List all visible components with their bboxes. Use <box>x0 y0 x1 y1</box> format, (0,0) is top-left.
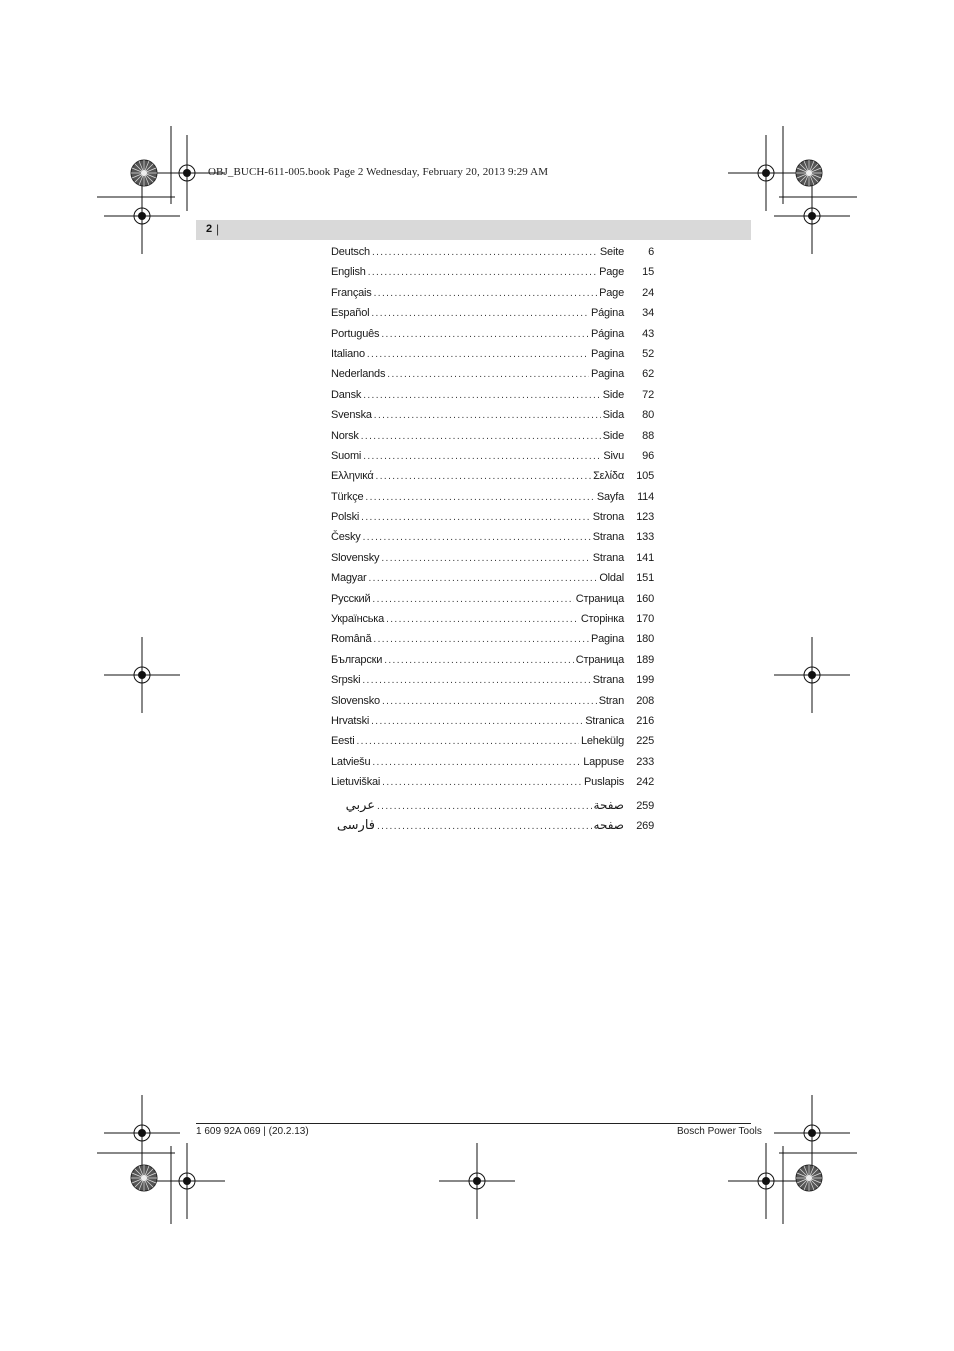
registration-target-icon <box>774 178 850 254</box>
toc-page-word: Página <box>590 327 624 340</box>
toc-row[interactable] <box>331 776 654 796</box>
toc-page-word: Page <box>599 286 624 299</box>
toc-leader-dots <box>365 492 594 503</box>
toc-leader-dots <box>373 634 589 645</box>
toc-language: Latviešu <box>331 755 371 768</box>
registration-target-icon <box>728 135 804 211</box>
toc-language: Polski <box>331 511 360 524</box>
toc-page-word: Σελίδα <box>593 470 624 483</box>
toc-page-number: 34 <box>642 307 654 320</box>
footer-rule <box>196 1123 751 1124</box>
toc-page-word: Strana <box>592 551 624 564</box>
registration-target-icon <box>104 637 180 713</box>
toc-page-word: Seite <box>599 246 624 258</box>
toc-language: Deutsch <box>331 246 370 258</box>
toc-leader-dots <box>376 471 592 482</box>
toc-page-number: 43 <box>642 327 654 340</box>
toc-language: Nederlands <box>331 368 386 381</box>
toc-language: Français <box>331 286 372 299</box>
toc-language: Español <box>331 307 370 320</box>
color-rosette-icon <box>796 1165 822 1191</box>
toc-page-word: Lehekülg <box>580 735 624 748</box>
toc-leader-dots <box>356 736 578 747</box>
toc-row[interactable] <box>331 552 654 572</box>
toc-row[interactable] <box>331 531 654 551</box>
toc-page-word: Pagina <box>590 633 624 646</box>
table-of-contents <box>331 246 654 837</box>
toc-row[interactable] <box>331 613 654 633</box>
toc-page-word: Sida <box>602 409 624 422</box>
toc-page-number: 225 <box>636 735 654 748</box>
toc-page-word: Pagina <box>590 347 624 360</box>
toc-row[interactable] <box>331 797 654 817</box>
toc-language: فارسی <box>336 816 375 832</box>
page-number-separator: | <box>216 222 220 236</box>
toc-row[interactable] <box>331 307 654 327</box>
toc-leader-dots <box>377 821 592 832</box>
toc-leader-dots <box>371 716 583 727</box>
toc-row[interactable] <box>331 572 654 592</box>
toc-page-number: 180 <box>636 633 654 646</box>
toc-row[interactable] <box>331 695 654 715</box>
toc-page-word: Stran <box>598 694 624 707</box>
toc-leader-dots <box>368 267 597 278</box>
toc-page-number: 88 <box>642 429 654 442</box>
color-rosette-icon <box>131 1165 157 1191</box>
toc-page-number: 72 <box>642 388 654 401</box>
toc-language: Türkçe <box>331 490 364 503</box>
toc-page-word: Страница <box>575 592 624 605</box>
toc-page-number: 242 <box>636 776 654 789</box>
toc-language: Ελληνικά <box>331 470 374 483</box>
toc-language: Slovensky <box>331 551 380 564</box>
toc-language: Română <box>331 633 372 646</box>
toc-leader-dots <box>361 431 601 442</box>
toc-language: Srpski <box>331 674 361 687</box>
toc-leader-dots <box>362 675 590 686</box>
toc-page-number: 151 <box>636 572 654 585</box>
toc-language: Русский <box>331 592 371 605</box>
color-rosette-icon <box>131 160 157 186</box>
toc-leader-dots <box>363 532 591 543</box>
toc-leader-dots <box>368 573 597 584</box>
toc-page-number: 199 <box>636 674 654 687</box>
toc-row[interactable] <box>331 430 654 450</box>
toc-leader-dots <box>374 288 598 299</box>
toc-leader-dots <box>372 594 573 605</box>
registration-target-icon <box>439 1143 515 1219</box>
toc-language: Hrvatski <box>331 714 370 727</box>
footer-brand: Bosch Power Tools <box>677 1126 762 1137</box>
toc-page-number: 114 <box>637 490 654 503</box>
toc-row[interactable] <box>331 654 654 674</box>
toc-page-number: 233 <box>636 755 654 768</box>
footer-document-number: 1 609 92A 069 | (20.2.13) <box>196 1126 309 1137</box>
toc-language: Suomi <box>331 449 362 462</box>
toc-page-word: صفحه <box>593 817 624 832</box>
toc-row[interactable] <box>331 246 654 266</box>
toc-page-word: Сторінка <box>580 613 624 626</box>
toc-row[interactable] <box>331 368 654 388</box>
toc-page-number: 189 <box>636 653 654 666</box>
toc-page-number: 15 <box>642 266 654 279</box>
toc-row[interactable] <box>331 389 654 409</box>
page-number: 2 <box>206 223 213 235</box>
toc-language: Eesti <box>331 735 355 748</box>
toc-page-number: 141 <box>636 551 654 564</box>
toc-page-word: Strona <box>592 511 624 524</box>
toc-row[interactable] <box>331 328 654 348</box>
toc-leader-dots <box>367 349 589 360</box>
registration-target-icon <box>774 1095 850 1171</box>
toc-row[interactable] <box>331 491 654 511</box>
toc-language: Português <box>331 327 380 340</box>
toc-row[interactable] <box>331 674 654 694</box>
toc-language: Lietuviškai <box>331 776 381 789</box>
toc-page-word: Lappuse <box>583 755 624 768</box>
toc-row[interactable] <box>331 470 654 490</box>
registration-target-icon <box>104 178 180 254</box>
toc-page-word: Strana <box>592 531 624 544</box>
toc-page-number: 133 <box>636 531 654 544</box>
registration-target-icon <box>728 1143 804 1219</box>
registration-target-icon <box>149 1143 225 1219</box>
toc-page-word: Page <box>599 266 624 279</box>
crop-mark-top <box>97 126 857 204</box>
toc-page-number: 96 <box>642 449 654 462</box>
toc-language: Svenska <box>331 409 372 422</box>
toc-leader-dots <box>387 369 589 380</box>
toc-row[interactable] <box>331 511 654 531</box>
toc-leader-dots <box>372 757 581 768</box>
toc-leader-dots <box>381 553 590 564</box>
registration-target-icon <box>774 637 850 713</box>
toc-leader-dots <box>381 329 589 340</box>
toc-leader-dots <box>386 614 579 625</box>
toc-leader-dots <box>363 390 601 401</box>
toc-page-number: 160 <box>636 592 654 605</box>
toc-row[interactable] <box>331 348 654 368</box>
toc-language: English <box>331 266 366 279</box>
toc-page-number: 216 <box>636 714 654 727</box>
toc-page-word: Side <box>602 388 624 401</box>
toc-row[interactable] <box>331 715 654 735</box>
toc-leader-dots <box>371 308 589 319</box>
toc-language: Česky <box>331 531 361 544</box>
toc-language: Slovensko <box>331 694 380 707</box>
toc-language: Dansk <box>331 388 362 401</box>
toc-page-number: 105 <box>636 470 654 483</box>
toc-page-number: 259 <box>636 799 654 812</box>
toc-language: Українська <box>331 613 385 626</box>
toc-page-word: صفحة <box>593 797 624 812</box>
toc-row[interactable] <box>331 593 654 613</box>
toc-language: Български <box>331 653 383 666</box>
toc-leader-dots <box>361 512 591 523</box>
toc-language: Italiano <box>331 347 365 360</box>
toc-row[interactable] <box>331 450 654 470</box>
toc-leader-dots <box>377 801 592 812</box>
toc-page-number: 24 <box>642 286 654 299</box>
toc-row[interactable] <box>331 287 654 307</box>
toc-page-word: Strana <box>592 674 624 687</box>
toc-page-number: 80 <box>642 409 654 422</box>
toc-leader-dots <box>384 655 574 666</box>
toc-row[interactable] <box>331 756 654 776</box>
toc-page-word: Puslapis <box>584 776 624 789</box>
toc-page-number: 208 <box>636 694 654 707</box>
toc-page-number: 123 <box>636 511 654 524</box>
toc-page-word: Pagina <box>590 368 624 381</box>
toc-page-word: Side <box>602 429 624 442</box>
toc-page-number: 170 <box>636 613 654 626</box>
toc-page-number: 62 <box>642 368 654 381</box>
toc-page-word: Stranica <box>585 714 624 727</box>
toc-row[interactable] <box>331 266 654 286</box>
toc-page-word: Sayfa <box>596 490 624 503</box>
print-slug-line: OBJ_BUCH-611-005.book Page 2 Wednesday, February 20, 2013 9:29 AM <box>208 166 549 178</box>
toc-page-word: Sivu <box>603 449 624 462</box>
page-header-bar <box>196 220 751 240</box>
toc-leader-dots <box>382 696 597 707</box>
toc-language: Magyar <box>331 572 367 585</box>
toc-row[interactable] <box>331 817 654 837</box>
toc-row[interactable] <box>331 409 654 429</box>
toc-row[interactable] <box>331 735 654 755</box>
toc-page-word: Страница <box>575 653 624 666</box>
toc-leader-dots <box>374 410 601 421</box>
toc-page-number: 52 <box>642 347 654 360</box>
toc-page-number: 269 <box>636 819 654 832</box>
toc-page-word: Oldal <box>599 572 624 585</box>
toc-leader-dots <box>382 777 582 788</box>
toc-language: Norsk <box>331 429 359 442</box>
toc-language: عربي <box>345 796 375 812</box>
toc-page-number: 6 <box>648 246 654 258</box>
toc-leader-dots <box>363 451 601 462</box>
toc-leader-dots <box>372 247 598 258</box>
color-rosette-icon <box>796 160 822 186</box>
registration-target-icon <box>104 1095 180 1171</box>
toc-page-word: Página <box>590 307 624 320</box>
toc-row[interactable] <box>331 633 654 653</box>
